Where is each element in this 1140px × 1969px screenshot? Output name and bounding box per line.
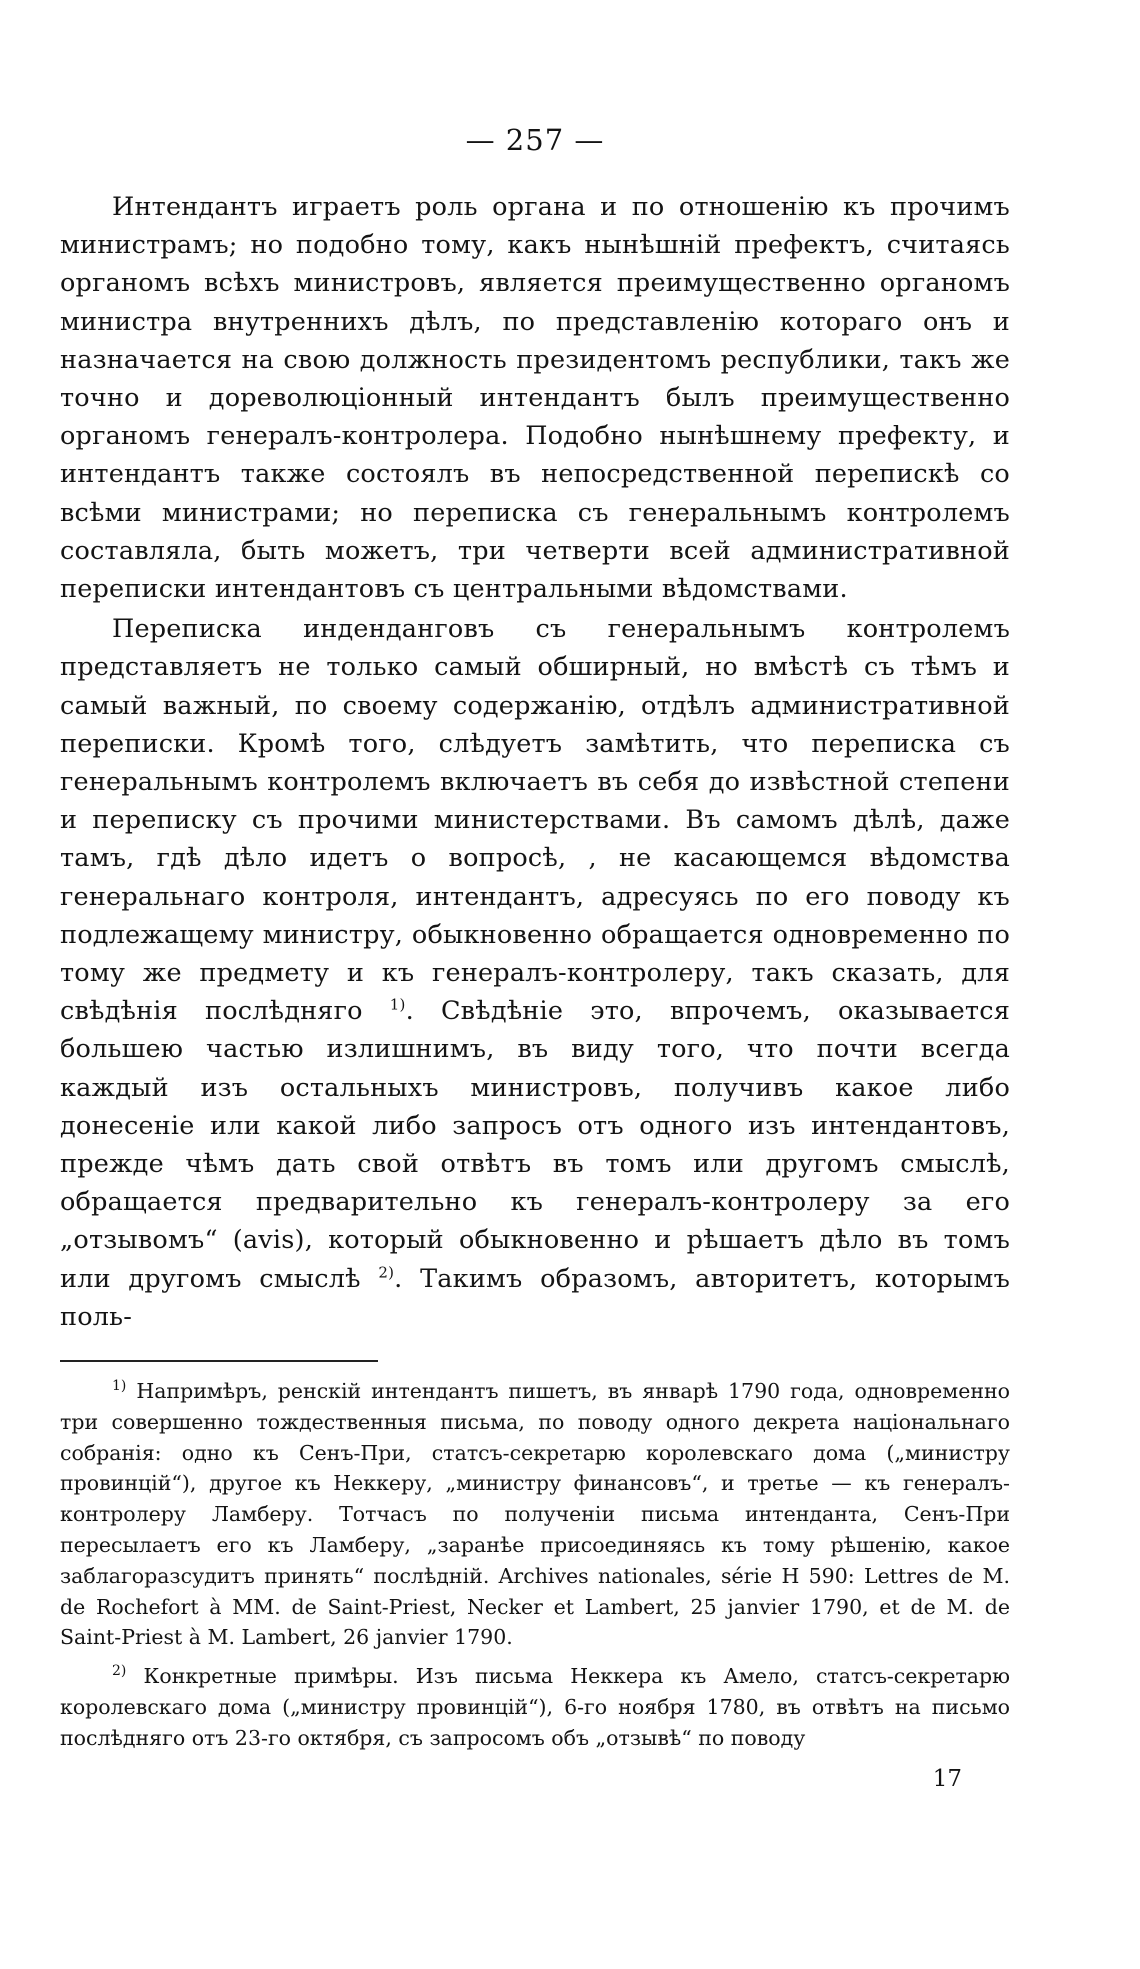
paragraph-1: Интендантъ играетъ роль органа и по отношенію къ прочимъ министрамъ; но подобно тому, какъ нынѣшній префектъ, считаясь органомъ всѣхъ министровъ, является преимущественно органомъ министра внутреннихъ дѣлъ, по представленію котораго онъ и назначается на свою должность президентомъ республики, такъ же точно и дореволюціонный интендантъ былъ преимущественно органомъ генералъ-контролера. Подобно нынѣшнему префекту, и интендантъ также состоялъ въ непосредственной перепискѣ со всѣми министрами; но переписка съ генеральнымъ контролемъ составляла, быть можетъ, три четверти всей административной переписки интендантовъ съ центральными вѣдомствами. [60,192,1010,605]
footnote-1-text: Напримѣръ, ренскій интендантъ пишетъ, въ январѣ 1790 года, одновременно три совершенно тождественныя письма, по поводу одного декрета національнаго собранія: одно къ Сенъ-При, статсъ-секретарю королевскаго дома („министру провинцій“), другое къ Неккеру, „министру финансовъ“, и третье — къ генералъ-контролеру Ламберу. Тотчасъ по полученіи письма интенданта, Сенъ-При пересылаетъ его къ Ламберу, „заранѣе присоединяясь къ тому рѣшенію, какое заблагоразсудитъ принять“ послѣдній. Archives nationales, série H 590: Lettres de M. de Rochefort à MM. de Saint-Priest, Necker et Lambert, 25 janvier 1790, et de M. de Saint-Priest à M. Lambert, 26 janvier 1790. [60,1379,1010,1650]
footnotes [60,1376,1010,1754]
footnote-2-text: Конкретные примѣры. Изъ письма Неккера къ Амело, статсъ-секретарю королевскаго дома („министру провинцій“), 6-го ноября 1780, въ отвѣтъ на письмо послѣдняго отъ 23-го октября, съ запросомъ объ „отзывѣ“ по поводу [60,1664,1010,1750]
paragraph-2-text: Переписка инденданговъ съ генеральнымъ контролемъ представляетъ не только самый обширный, но вмѣстѣ съ тѣмъ и самый важный, по своему содержанію, отдѣлъ административной переписки. Кромѣ того, слѣдуетъ замѣтить, что переписка съ генеральнымъ контролемъ включаетъ въ себя до извѣстной степени и переписку съ прочими министерствами. Въ самомъ дѣлѣ, даже тамъ, гдѣ дѣло идетъ о вопросѣ, , не касающемся вѣдомства генеральнаго контроля, интендантъ, адресуясь по его поводу къ подлежащему министру, обыкновенно обращается одновременно по тому же предмету и къ генералъ-контролеру, такъ сказать, для свѣдѣнія послѣдняго [60,614,1010,1027]
paragraph-2-continuation: . Свѣдѣніе это, впрочемъ, оказывается большею частью излишнимъ, въ виду того, что почти всегда каждый изъ остальныхъ министровъ, получивъ какое либо донесеніе или какой либо запросъ отъ одного изъ интендантовъ, прежде чѣмъ дать свой отвѣтъ въ томъ или другомъ смыслѣ, обращается предварительно къ генералъ-контролеру за его „отзывомъ“ (avis), который обыкновенно и рѣшаетъ дѣло въ томъ или другомъ смыслѣ [60,996,1010,1294]
footnote-1 [60,1376,1010,1653]
footnote-ref-2[interactable]: 2) [378,1263,395,1282]
footnote-divider [60,1360,378,1362]
footnote-2 [60,1661,1010,1753]
footnote-ref-1[interactable]: 1) [389,995,406,1014]
footnote-1-label: 1) [112,1378,127,1395]
main-text [60,188,1010,1336]
paragraph-2-end: . Такимъ образомъ, авторитетъ, которымъ поль- [60,1263,1010,1332]
paragraph-2 [60,610,1010,1336]
footnote-2-label: 2) [112,1663,127,1680]
signature-mark: 17 [932,1765,962,1792]
book-page [60,120,1010,1796]
page-number: — 257 — [465,123,605,157]
